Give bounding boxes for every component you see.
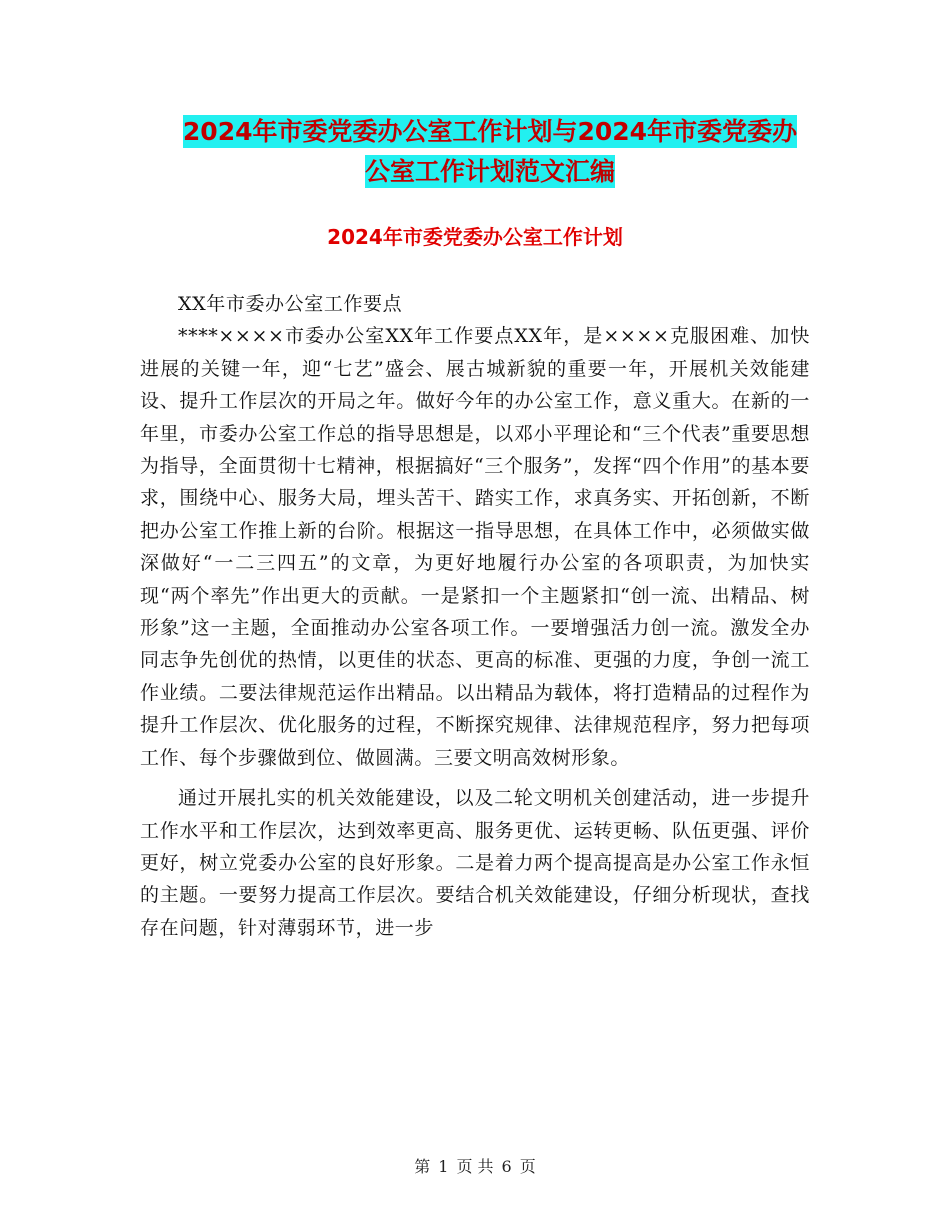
page-footer: [0, 1156, 950, 1178]
title-line-2: 公室工作计划范文汇编: [364, 157, 615, 186]
footer-total-pages: 6: [501, 1157, 512, 1176]
document-title: [150, 112, 830, 192]
footer-suffix: 页: [519, 1157, 536, 1176]
footer-prefix: 第: [414, 1157, 431, 1176]
footer-page-number: 1: [438, 1157, 449, 1176]
section-title: 2024年市委党委办公室工作计划: [327, 225, 623, 249]
paragraph-heading: XX年市委办公室工作要点: [178, 293, 403, 315]
paragraph: 通过开展扎实的机关效能建设，以及二轮文明机关创建活动，进一步提升工作水平和工作层次，达到效率更高、服务更优、运转更畅、队伍更强、评价更好，树立党委办公室的良好形象。二是着力两个提高提高是办公室工作永恒的主题。一要努力提高工作层次。要结合机关效能建设，仔细分析现状，查找存在问题，针对薄弱环节，进一步: [140, 787, 810, 939]
document-body: [140, 288, 810, 944]
title-line-1: 2024年市委党委办公室工作计划与2024年市委党委办: [182, 117, 798, 146]
footer-mid: 页 共: [456, 1157, 494, 1176]
paragraph: ****××××市委办公室XX年工作要点XX年，是××××克服困难、加快进展的关键一年，迎“七艺”盛会、展古城新貌的重要一年，开展机关效能建设、提升工作层次的开局之年。做好今年的办公室工作，意义重大。在新的一年里，市委办公室工作总的指导思想是，以邓小平理论和“三个代表”重要思想为指导，全面贯彻十七精神，根据搞好“三个服务”，发挥“四个作用”的基本要求，围绕中心、服务大局，埋头苦干、踏实工作，求真务实、开拓创新，不断把办公室工作推上新的台阶。根据这一指导思想，在具体工作中，必须做实做深做好“一二三四五”的文章，为更好地履行办公室的各项职责，为加快实现“两个率先”作出更大的贡献。一是紧扣一个主题紧扣“创一流、出精品、树形象”这一主题，全面推动办公室各项工作。一要增强活力创一流。激发全办同志争先创优的热情，以更佳的状态、更高的标准、更强的力度，争创一流工作业绩。二要法律规范运作出精品。以出精品为载体，将打造精品的过程作为提升工作层次、优化服务的过程，不断探究规律、法律规范程序，努力把每项工作、每个步骤做到位、做圆满。三要文明高效树形象。: [140, 325, 810, 769]
